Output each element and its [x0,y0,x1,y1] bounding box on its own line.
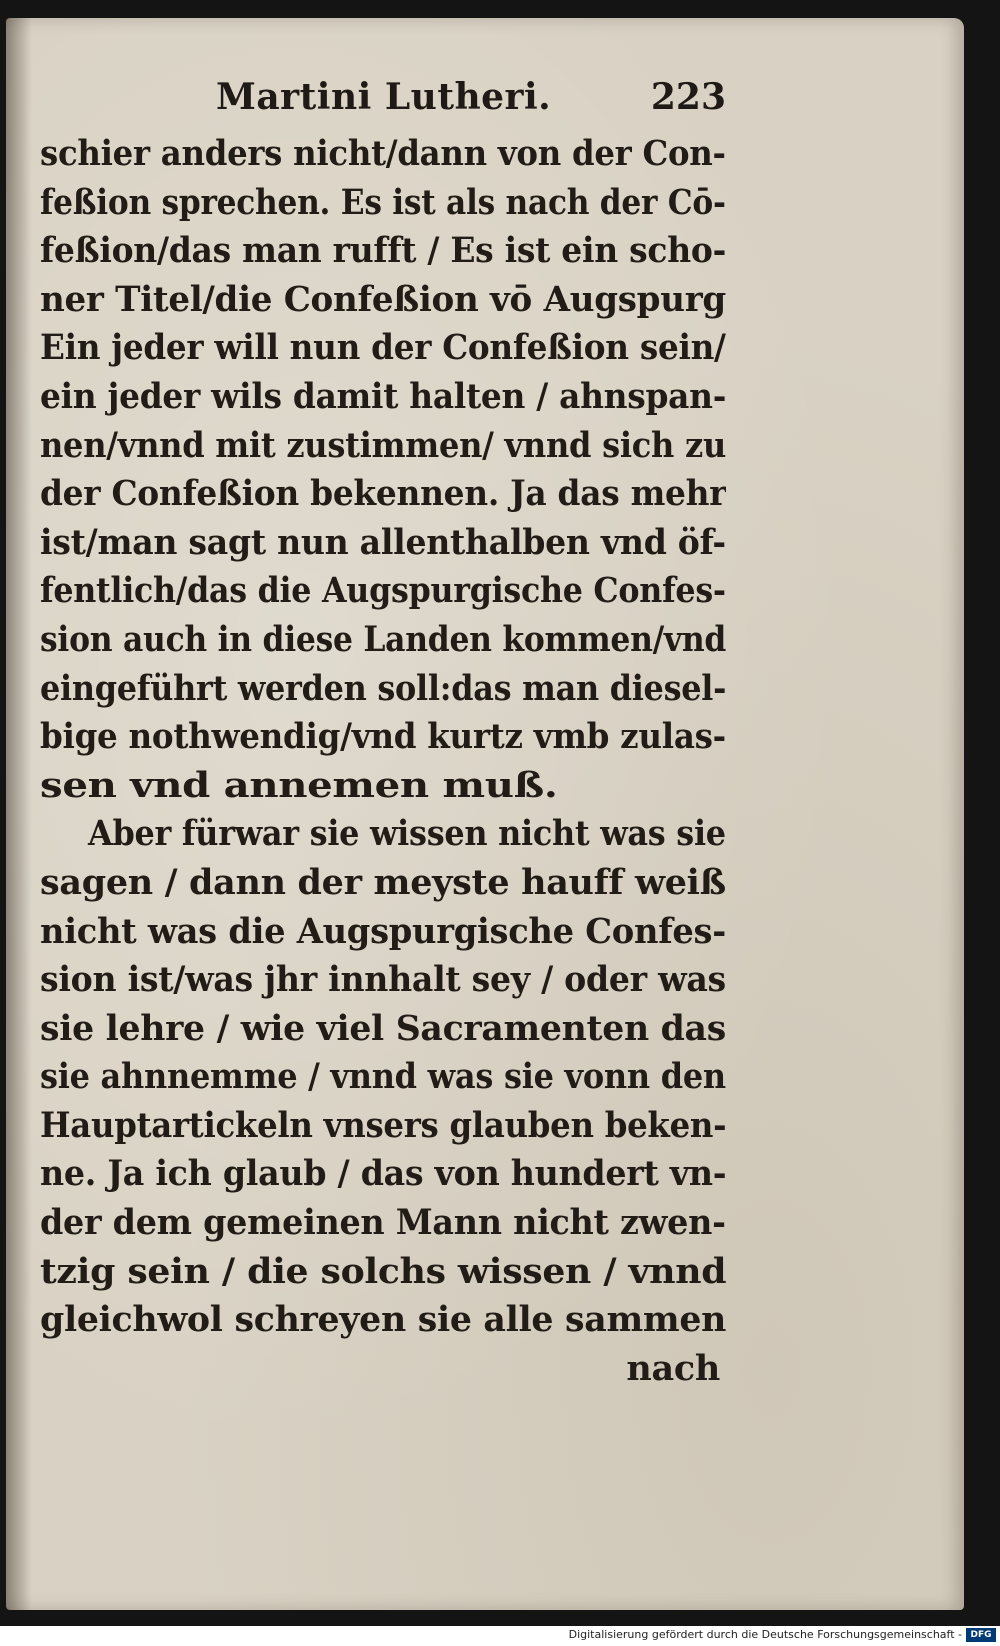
text-line: gleichwol schreyen sie alle sammen [40,1299,726,1341]
running-head: Martini Lutheri. [216,76,552,118]
text-line: schier anders nicht/dann von der Con- [40,133,726,174]
text-line: tzig sein / die solchs wissen / vnnd [40,1250,726,1292]
text-line: ein jeder wils damit halten / ahnspan- [40,375,726,417]
text-line: bige nothwendig/vnd kurtz vmb zulas- [40,716,726,758]
funding-notice: Digitalisierung gefördert durch die Deutsche Forschungsgemeinschaft - [568,1628,962,1641]
text-line: der dem gemeinen Mann nicht zwen- [40,1202,726,1244]
text-line: ner Titel/die Confeßion vō Augspurg [40,278,726,320]
text-line: Ein jeder will nun der Confeßion sein/ [40,327,726,369]
text-line: nen/vnnd mit zustimmen/ vnnd sich zu [40,424,726,466]
text-line: der Confeßion bekennen. Ja das mehr [40,473,726,515]
text-line: sion ist/was jhr innhalt sey / oder was [40,959,726,1001]
text-line: sion auch in diese Landen kommen/vnd [40,618,726,660]
text-line: fentlich/das die Augspurgische Confes- [40,570,726,612]
text-line: sen vnd annemen muß. [40,764,558,806]
footer-bar [0,1626,1000,1646]
text-line: sie ahnnemme / vnnd was sie vonn den [40,1056,726,1098]
body-text [40,130,726,1393]
text-line: feßion/das man rufft / Es ist ein scho- [40,230,726,272]
text-line: Hauptartickeln vnsers glauben beken- [40,1104,726,1146]
book-page [6,18,964,1610]
text-line: Aber fürwar sie wissen nicht was sie [88,813,726,855]
text-line: sie lehre / wie viel Sacramenten das [40,1007,726,1049]
dfg-logo: DFG [966,1628,996,1642]
page-number: 223 [650,76,726,118]
catchword: nach [626,1347,720,1389]
text-line: ne. Ja ich glaub / das von hundert vn- [40,1153,726,1195]
text-line: eingeführt werden soll:das man diesel- [40,667,726,709]
page-header [206,76,726,130]
text-line: feßion sprechen. Es ist als nach der Cō- [40,181,726,223]
text-line: sagen / dann der meyste hauff weiß [40,861,726,903]
text-line: ist/man sagt nun allenthalben vnd öf- [40,521,726,563]
spine-shadow [6,18,32,1610]
text-line: nicht was die Augspurgische Confes- [40,910,726,952]
